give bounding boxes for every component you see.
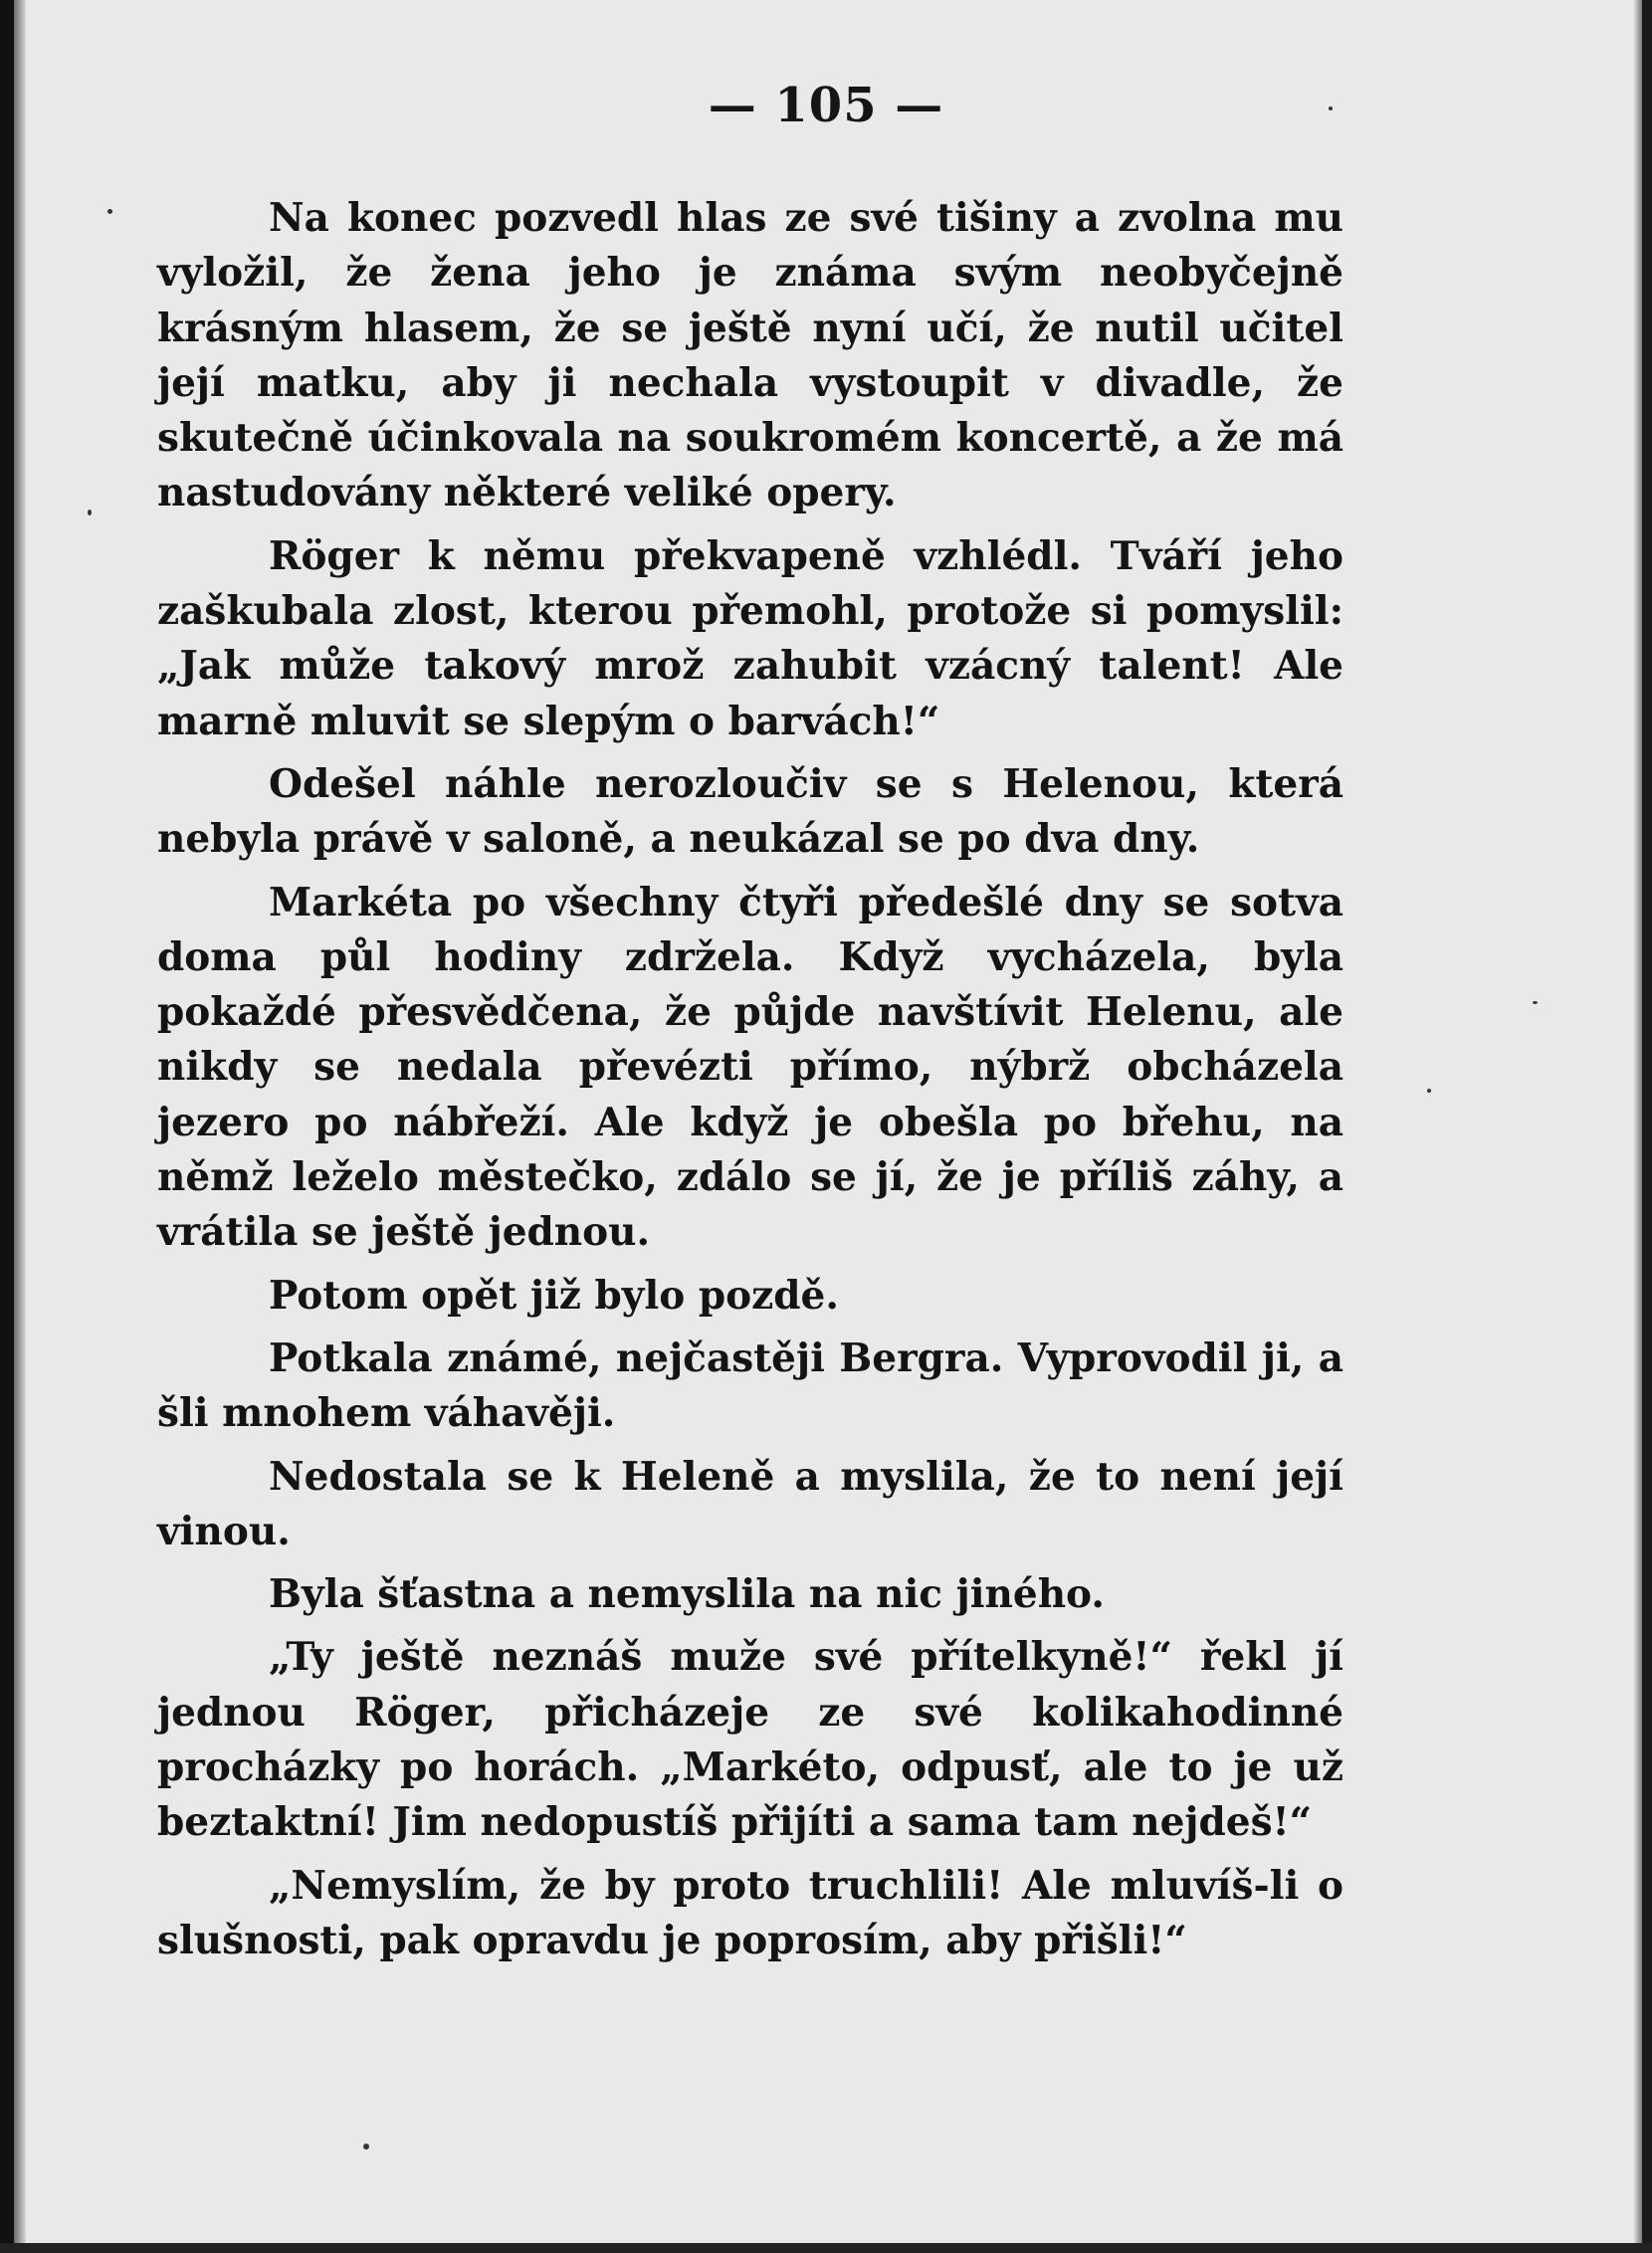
paragraph: Nedostala se k Heleně a myslila, že to není její vinou. bbox=[157, 1453, 1343, 1554]
right-page-shadow bbox=[1634, 0, 1642, 2253]
body-text bbox=[157, 191, 1343, 1968]
paragraph: Potom opět již bylo pozdě. bbox=[269, 1272, 839, 1319]
right-page-edge bbox=[1642, 0, 1652, 2253]
left-page-shadow bbox=[14, 0, 26, 2253]
paragraph: Byla šťastna a nemyslila na nic jiného. bbox=[269, 1571, 1105, 1618]
paragraph: Potkala známé, nejčastěji Bergra. Vyprovodil ji, a šli mnohem váhavěji. bbox=[157, 1334, 1343, 1437]
page-number: — 105 — bbox=[708, 78, 944, 133]
paragraph: Röger k němu překvapeně vzhlédl. Tváří jeho zaškubala zlost, kterou přemohl, protože si pomyslil: „Jak může takový mrož zahubit vzácný talent! Ale marně mluvit se slepým o barvách!“ bbox=[157, 532, 1343, 744]
left-page-edge bbox=[0, 0, 14, 2253]
paragraph: „Ty ještě neznáš muže své přítelkyně!“ řekl jí jednou Röger, přicházeje ze své kolikahodinné procházky po horách. „Markéto, odpusť, ale to je už beztaktní! Jim nedopustíš přijíti a sama tam nejdeš!“ bbox=[157, 1634, 1343, 1846]
print-speck bbox=[107, 209, 112, 214]
paragraph: Markéta po všechny čtyři předešlé dny se sotva doma půl hodiny zdržela. Když vycházela, byla pokaždé přesvědčena, že půjde navštívit Helenu, ale nikdy se nedala převézti přímo, nýbrž obcházela jezero po nábřeží. Ale když je obešla po břehu, na němž leželo městečko, zdálo se jí, že je příliš záhy, a vrátila se ještě jednou. bbox=[157, 879, 1343, 1256]
paragraph: „Nemyslím, že by proto truchlili! Ale mluvíš-li o slušnosti, pak opravdu je poprosím, aby přišli!“ bbox=[157, 1862, 1343, 1963]
print-speck bbox=[363, 2144, 369, 2150]
print-speck bbox=[1533, 1001, 1538, 1004]
print-speck bbox=[88, 510, 92, 515]
paragraph: Odešel náhle nerozloučiv se s Helenou, která nebyla právě v saloně, a neukázal se po dva dny. bbox=[157, 760, 1343, 863]
bottom-page-edge bbox=[0, 2243, 1652, 2253]
paragraph: Na konec pozvedl hlas ze své tišiny a zvolna mu vyložil, že žena jeho je známa svým neobyčejně krásným hlasem, že se ještě nyní učí, že nutil učitel její matku, aby ji nechala vystoupit v divadle, že skutečně účinkovala na soukromém koncertě, a že má nastudovány některé veliké opery. bbox=[157, 195, 1343, 516]
print-speck bbox=[1427, 1089, 1431, 1093]
